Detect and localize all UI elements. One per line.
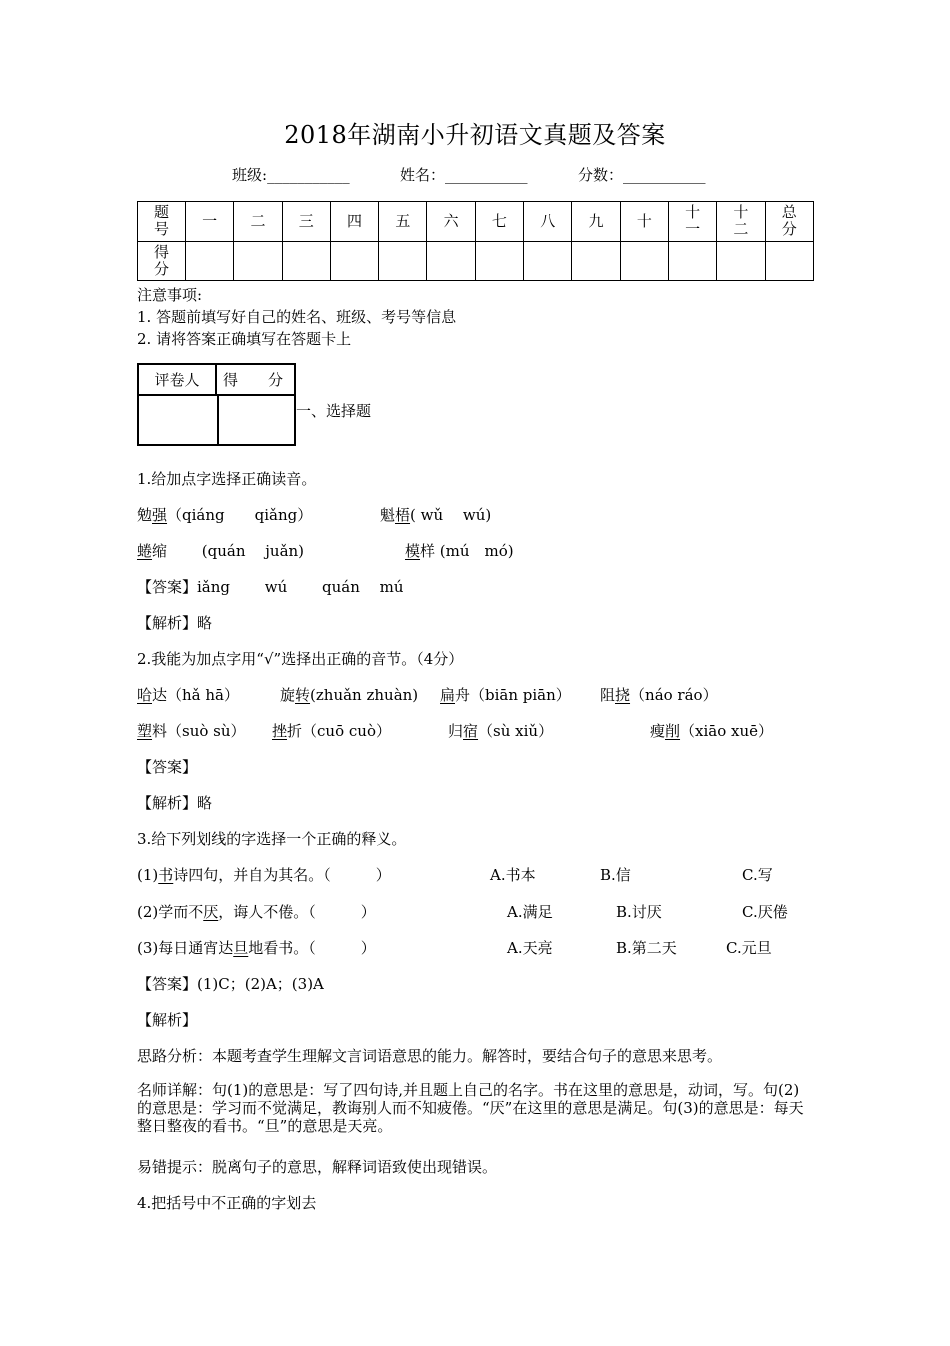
- score-cell[interactable]: [572, 241, 620, 281]
- score-cell[interactable]: [524, 241, 572, 281]
- question-item: (2)学而不厌，诲人不倦。（ ）: [137, 903, 376, 921]
- col-header: 九: [572, 202, 620, 242]
- pinyin-option: 魁梧( wǔ wú): [380, 506, 492, 524]
- header-cell: 题号: [138, 202, 186, 242]
- analysis: 【解析】: [137, 1011, 198, 1029]
- dotted-char: 宿: [463, 722, 479, 740]
- choice-c: C.厌倦: [742, 903, 788, 921]
- page-title: 2018年湖南小升初语文真题及答案: [284, 121, 666, 149]
- pinyin-option: 模样 (mú mó): [405, 542, 514, 560]
- underlined-char: 书: [158, 866, 174, 884]
- choice-b: B.讨厌: [616, 903, 662, 921]
- score-cell[interactable]: [427, 241, 475, 281]
- score-cell[interactable]: [330, 241, 378, 281]
- dotted-char: 模: [405, 542, 421, 560]
- notes-heading: 注意事项:: [137, 286, 203, 304]
- grader-score-label: 得 分: [217, 365, 294, 396]
- error-tip: 易错提示：脱离句子的意思，解释词语致使出现错误。: [137, 1158, 498, 1176]
- analysis: 【解析】略: [137, 794, 213, 812]
- pinyin-option: 阻挠（náo ráo）: [600, 686, 718, 704]
- question-prompt: 1.给加点字选择正确读音。: [137, 470, 317, 488]
- name-label: 姓名：: [400, 166, 446, 184]
- score-table-header-row: [138, 202, 814, 242]
- class-field: [232, 164, 350, 185]
- question-prompt: 2.我能为加点字用“√”选择出正确的音节。（4分）: [137, 650, 464, 668]
- choice-a: A.天亮: [507, 939, 553, 957]
- score-cell[interactable]: [717, 241, 765, 281]
- detail-explanation: 名师详解：句(1)的意思是：写了四句诗,并且题上自己的名字。书在这里的意思是，动词，写。句(2)的意思是：学习而不觉满足，教诲别人而不知疲倦。“厌”在这里的意思是满足。句(3)的意思是：每天整日整夜的看书。“旦”的意思是天亮。: [137, 1081, 804, 1135]
- answer: 【答案】: [137, 758, 198, 776]
- grader-divider: [217, 396, 219, 446]
- answer: 【答案】iǎng wú quán mú: [137, 578, 404, 596]
- col-header: 十一: [668, 202, 716, 242]
- dotted-char: 挠: [615, 686, 631, 704]
- grader-box: [137, 363, 296, 446]
- choice-b: B.信: [600, 866, 631, 884]
- col-header: 十: [620, 202, 668, 242]
- score-table: [137, 201, 814, 281]
- score-cell[interactable]: [668, 241, 716, 281]
- choice-c: C.元旦: [726, 939, 772, 957]
- question-prompt: 4.把括号中不正确的字划去: [137, 1194, 317, 1212]
- choice-a: A.满足: [507, 903, 553, 921]
- col-header: 十二: [717, 202, 765, 242]
- analysis: 【解析】略: [137, 614, 213, 632]
- pinyin-option: 扁舟（biān piān）: [440, 686, 571, 704]
- dotted-char: 强: [152, 506, 168, 524]
- dotted-char: 塑: [137, 722, 153, 740]
- score-label: 分数：: [578, 166, 624, 184]
- name-blank: ___________: [445, 166, 528, 184]
- section-title: 一、选择题: [296, 402, 372, 420]
- pinyin-option: 勉强（qiáng qiǎng）: [137, 506, 313, 524]
- score-cell[interactable]: [620, 241, 668, 281]
- note-item: 1. 答题前填写好自己的姓名、班级、考号等信息: [137, 308, 457, 326]
- choice-a: A.书本: [490, 866, 536, 884]
- col-header: 二: [234, 202, 282, 242]
- question-prompt: 3.给下列划线的字选择一个正确的释义。: [137, 830, 407, 848]
- class-label: 班级:: [232, 166, 268, 184]
- col-header: 五: [379, 202, 427, 242]
- score-blank: ___________: [623, 166, 706, 184]
- pinyin-option: 蜷缩 (quán juǎn): [137, 542, 305, 560]
- score-cell[interactable]: [282, 241, 330, 281]
- dotted-char: 转: [295, 686, 311, 704]
- underlined-char: 旦: [233, 939, 249, 957]
- dotted-char: 梧: [395, 506, 411, 524]
- dotted-char: 蜷: [137, 542, 153, 560]
- score-table-score-row: [138, 241, 814, 281]
- name-field: [400, 164, 528, 185]
- thinking-analysis: 思路分析：本题考查学生理解文言词语意思的能力。解答时，要结合句子的意思来思考。: [137, 1047, 723, 1065]
- dotted-char: 挫: [272, 722, 288, 740]
- col-header: 总分: [765, 202, 813, 242]
- pinyin-option: 瘦削（xiāo xuē）: [650, 722, 774, 740]
- col-header: 一: [186, 202, 234, 242]
- col-header: 三: [282, 202, 330, 242]
- dotted-char: 削: [665, 722, 681, 740]
- reviewer-label: 评卷人: [139, 365, 217, 396]
- class-blank: ___________: [267, 166, 350, 184]
- pinyin-option: 哈达（hǎ hā）: [137, 686, 239, 704]
- pinyin-option: 塑料（suò sù）: [137, 722, 246, 740]
- choice-b: B.第二天: [616, 939, 677, 957]
- row-label-cell: 得分: [138, 241, 186, 281]
- score-cell[interactable]: [765, 241, 813, 281]
- dotted-char: 扁: [440, 686, 456, 704]
- dotted-char: 哈: [137, 686, 153, 704]
- col-header: 七: [475, 202, 523, 242]
- col-header: 八: [524, 202, 572, 242]
- underlined-char: 厌: [203, 903, 219, 921]
- pinyin-option: 旋转(zhuǎn zhuàn): [280, 686, 419, 704]
- score-cell[interactable]: [186, 241, 234, 281]
- pinyin-option: 挫折（cuō cuò）: [272, 722, 391, 740]
- question-item: (1)书诗四句，并自为其名。（ ）: [137, 866, 391, 884]
- note-item: 2. 请将答案正确填写在答题卡上: [137, 330, 352, 348]
- score-cell[interactable]: [234, 241, 282, 281]
- score-cell[interactable]: [475, 241, 523, 281]
- choice-c: C.写: [742, 866, 773, 884]
- pinyin-option: 归宿（sù xiǔ）: [448, 722, 554, 740]
- score-cell[interactable]: [379, 241, 427, 281]
- answer: 【答案】(1)C；(2)A；(3)A: [137, 975, 324, 993]
- col-header: 四: [330, 202, 378, 242]
- question-item: (3)每日通宵达旦地看书。（ ）: [137, 939, 376, 957]
- col-header: 六: [427, 202, 475, 242]
- score-field: [578, 164, 706, 185]
